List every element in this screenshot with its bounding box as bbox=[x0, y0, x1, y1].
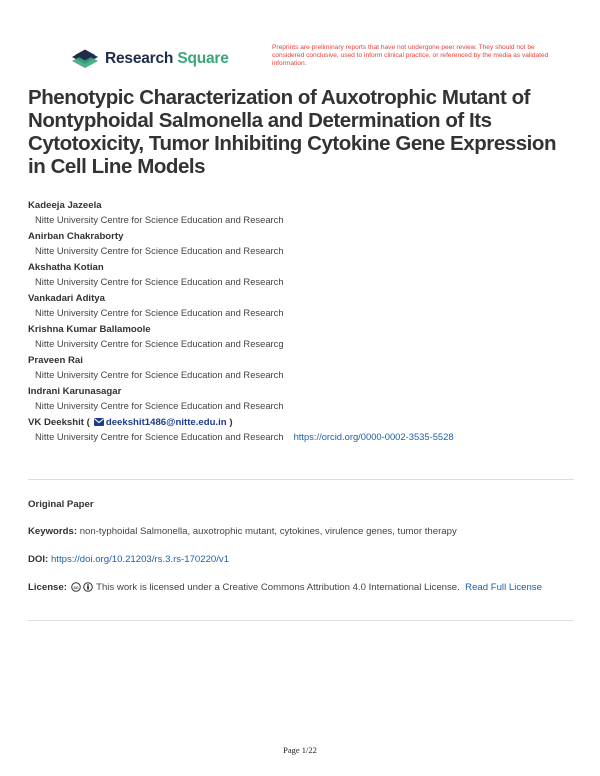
author-entry bbox=[28, 385, 578, 413]
author-affiliation: Nitte University Centre for Science Education and Research bbox=[35, 276, 284, 287]
orcid-link[interactable]: https://orcid.org/0000-0002-3535-5528 bbox=[293, 431, 454, 442]
author-affiliation: Nitte University Centre for Science Education and Research bbox=[35, 431, 284, 442]
author-affiliation: Nitte University Centre for Science Education and Research bbox=[35, 400, 284, 411]
research-square-logo[interactable] bbox=[72, 48, 229, 70]
author-name[interactable]: Praveen Rai bbox=[28, 355, 83, 366]
attribution-icon bbox=[83, 582, 93, 592]
envelope-icon bbox=[94, 418, 104, 426]
research-square-logo-icon bbox=[72, 48, 98, 70]
author-entry bbox=[28, 199, 578, 227]
corresponding-author-line bbox=[28, 416, 578, 430]
keywords-line bbox=[28, 525, 576, 539]
author-entry bbox=[28, 354, 578, 382]
page-header bbox=[72, 46, 552, 76]
keywords-text: non-typhoidal Salmonella, auxotrophic mutant, cytokines, virulence genes, tumor therapy bbox=[79, 526, 457, 537]
author-name[interactable]: Indrani Karunasagar bbox=[28, 386, 122, 397]
author-name[interactable]: Krishna Kumar Ballamoole bbox=[28, 324, 151, 335]
email-link[interactable] bbox=[90, 417, 227, 428]
author-name[interactable]: Vankadari Aditya bbox=[28, 293, 105, 304]
logo-word-research: Research bbox=[105, 50, 174, 67]
divider bbox=[28, 620, 574, 621]
divider bbox=[28, 479, 574, 480]
preprint-disclaimer: Preprints are preliminary reports that have not undergone peer review. They should not be considered conclusive, used to inform clinical practice, or referenced by the media as validated information. bbox=[272, 44, 549, 67]
article-type-label: Original Paper bbox=[28, 499, 94, 510]
author-name[interactable]: Kadeeja Jazeela bbox=[28, 200, 102, 211]
author-entry bbox=[28, 292, 578, 320]
email-address: deekshit1486@nitte.edu.in bbox=[105, 417, 227, 428]
author-name[interactable]: Akshatha Kotian bbox=[28, 262, 104, 273]
corresponding-affiliation-line bbox=[28, 430, 578, 444]
author-affiliation: Nitte University Centre for Science Education and Research bbox=[35, 245, 284, 256]
read-full-license-link[interactable]: Read Full License bbox=[465, 582, 542, 593]
license-line bbox=[28, 581, 576, 595]
corresponding-author-name[interactable]: VK Deekshit bbox=[28, 417, 84, 428]
author-entry bbox=[28, 230, 578, 258]
keywords-label: Keywords: bbox=[28, 526, 78, 537]
corresponding-author-entry bbox=[28, 416, 578, 444]
open-paren: ( bbox=[86, 417, 90, 428]
doi-link[interactable]: https://doi.org/10.21203/rs.3.rs-170220/v1 bbox=[50, 554, 230, 565]
author-affiliation: Nitte University Centre for Science Education and Research bbox=[35, 307, 284, 318]
author-list bbox=[28, 199, 578, 447]
svg-text:cc: cc bbox=[73, 585, 79, 590]
author-name[interactable]: Anirban Chakraborty bbox=[28, 231, 124, 242]
doi-line bbox=[28, 553, 576, 567]
license-text: This work is licensed under a Creative Commons Attribution 4.0 International License. bbox=[96, 582, 460, 593]
logo-text bbox=[105, 50, 229, 68]
author-entry bbox=[28, 261, 578, 289]
author-affiliation: Nitte University Centre for Science Education and Research bbox=[35, 214, 284, 225]
license-label: License: bbox=[28, 582, 67, 593]
doi-label: DOI: bbox=[28, 554, 49, 565]
creative-commons-icon bbox=[71, 582, 81, 592]
close-paren: ) bbox=[229, 417, 233, 428]
paper-title: Phenotypic Characterization of Auxotrophic Mutant of Nontyphoidal Salmonella and Determination of Its Cytotoxicity, Tumor Inhibiting Cytokine Gene Expression in Cell Line Models bbox=[28, 86, 557, 178]
author-affiliation: Nitte University Centre for Science Education and Research bbox=[35, 369, 284, 380]
author-affiliation: Nitte University Centre for Science Education and Researcg bbox=[35, 338, 284, 349]
article-type bbox=[28, 498, 576, 512]
page-number: Page 1/22 bbox=[283, 745, 317, 755]
logo-word-square: Square bbox=[177, 50, 229, 67]
author-entry bbox=[28, 323, 578, 351]
